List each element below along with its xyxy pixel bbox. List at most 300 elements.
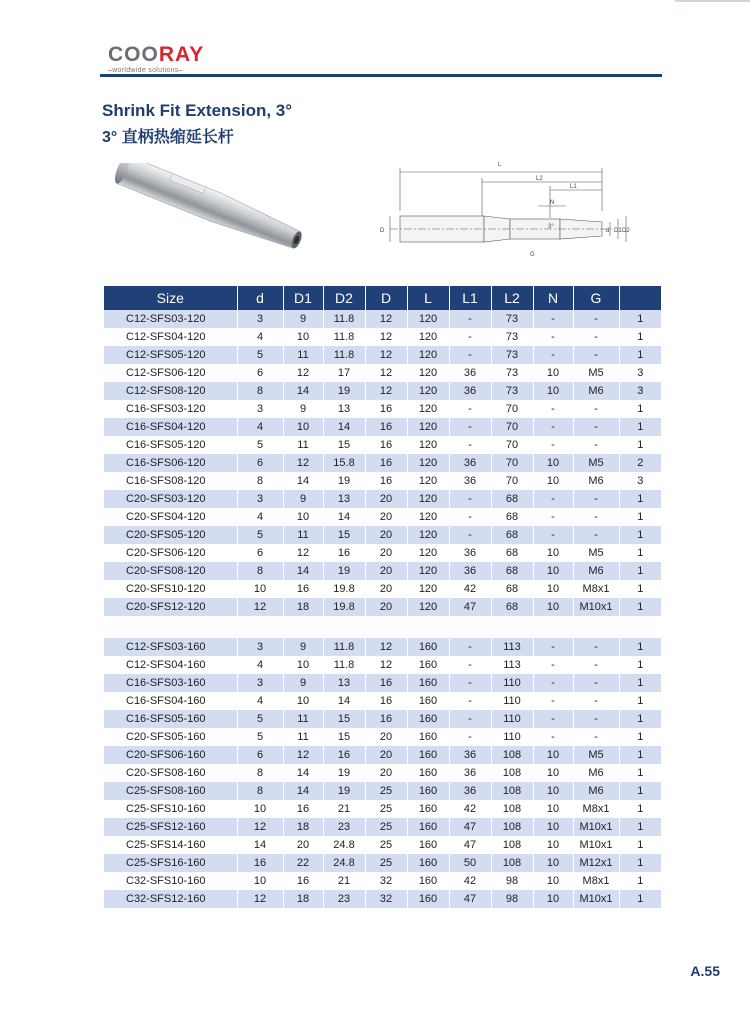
value-cell: 1 xyxy=(637,803,644,815)
table-row xyxy=(104,710,661,728)
value-cell: 108 xyxy=(491,764,533,782)
value-cell: 22 xyxy=(283,854,323,872)
brand-tagline: worldwide solutions xyxy=(112,67,179,74)
value-cell: 9 xyxy=(283,638,323,656)
value-cell: 12 xyxy=(365,656,407,674)
column-header: G xyxy=(573,286,619,310)
table-row xyxy=(104,508,661,526)
value-cell: 160 xyxy=(407,890,449,908)
value-cell: 120 xyxy=(407,562,449,580)
value-cell: 14 xyxy=(283,472,323,490)
value-cell: 16 xyxy=(365,400,407,418)
value-cell: M6 xyxy=(573,782,619,800)
product-photo xyxy=(108,163,314,253)
value-cell: 11 xyxy=(283,526,323,544)
value-cell: 18 xyxy=(283,818,323,836)
value-cell: 24.8 xyxy=(323,836,365,854)
value-cell: M5 xyxy=(573,544,619,562)
value-cell: 3 xyxy=(637,367,644,379)
value-cell: 1 xyxy=(619,562,661,580)
value-cell: 108 xyxy=(491,854,533,872)
value-cell: 23 xyxy=(323,818,365,836)
gap-cell xyxy=(104,616,661,638)
brand-name-part2: RAY xyxy=(158,43,205,66)
size-cell: C25-SFS10-160 xyxy=(104,800,237,818)
value-cell: 18 xyxy=(283,598,323,616)
value-cell: 16 xyxy=(283,580,323,598)
value-cell: 120 xyxy=(407,436,449,454)
value-cell: 11.8 xyxy=(323,346,365,364)
value-cell: 4 xyxy=(237,508,283,526)
value-cell: 68 xyxy=(491,490,533,508)
value-cell: 120 xyxy=(407,364,449,382)
value-cell: 20 xyxy=(365,580,407,598)
value-cell: 16 xyxy=(365,692,407,710)
value-cell: - xyxy=(573,418,619,436)
value-cell: 3 xyxy=(237,490,283,508)
value-cell: 15.8 xyxy=(323,454,365,472)
value-cell: - xyxy=(533,710,573,728)
value-cell: 10 xyxy=(533,764,573,782)
size-cell: C12-SFS06-120 xyxy=(104,364,237,382)
value-cell: 6 xyxy=(237,544,283,562)
value-cell: 10 xyxy=(283,508,323,526)
value-cell: 98 xyxy=(491,872,533,890)
table-row xyxy=(104,544,661,562)
value-cell: - xyxy=(533,418,573,436)
value-cell: 8 xyxy=(237,782,283,800)
value-cell: 16 xyxy=(365,472,407,490)
size-cell: C12-SFS04-160 xyxy=(104,656,237,674)
value-cell: 70 xyxy=(491,418,533,436)
value-cell: 73 xyxy=(491,328,533,346)
value-cell: 14 xyxy=(283,764,323,782)
value-cell: 73 xyxy=(491,346,533,364)
value-cell: 36 xyxy=(449,382,491,400)
value-cell: 70 xyxy=(491,472,533,490)
value-cell: 9 xyxy=(283,674,323,692)
value-cell: 15 xyxy=(323,526,365,544)
value-cell: 16 xyxy=(283,800,323,818)
value-cell: 14 xyxy=(283,382,323,400)
value-cell: 16 xyxy=(283,872,323,890)
value-cell: M5 xyxy=(573,364,619,382)
table-row xyxy=(104,854,661,872)
size-cell: C20-SFS06-160 xyxy=(104,746,237,764)
value-cell: M6 xyxy=(573,382,619,400)
column-header: Size xyxy=(104,286,237,310)
value-cell: 13 xyxy=(323,674,365,692)
value-cell: - xyxy=(573,656,619,674)
table-row xyxy=(104,436,661,454)
value-cell: 70 xyxy=(491,400,533,418)
value-cell: - xyxy=(533,526,573,544)
value-cell: 10 xyxy=(533,580,573,598)
value-cell: 5 xyxy=(237,728,283,746)
value-cell: - xyxy=(449,710,491,728)
size-cell: C12-SFS03-120 xyxy=(104,310,237,328)
value-cell: 73 xyxy=(491,382,533,400)
table-row xyxy=(104,328,661,346)
value-cell: 120 xyxy=(407,544,449,562)
value-cell: 36 xyxy=(449,746,491,764)
dim-label-angle: 3° xyxy=(548,224,554,230)
value-cell: 10 xyxy=(533,836,573,854)
value-cell: 120 xyxy=(407,454,449,472)
value-cell: 108 xyxy=(491,800,533,818)
value-cell: 16 xyxy=(365,436,407,454)
value-cell: 70 xyxy=(491,454,533,472)
value-cell: 1 xyxy=(619,710,661,728)
value-cell: 16 xyxy=(323,544,365,562)
dim-label-L: L xyxy=(498,162,502,168)
value-cell: 1 xyxy=(619,746,661,764)
value-cell: 1 xyxy=(637,331,644,343)
value-cell: 12 xyxy=(237,598,283,616)
value-cell: 108 xyxy=(491,746,533,764)
value-cell: M10x1 xyxy=(573,818,619,836)
value-cell: - xyxy=(533,328,573,346)
table-row xyxy=(104,490,661,508)
value-cell: 8 xyxy=(237,382,283,400)
dim-label-D1: D1 xyxy=(614,228,622,234)
column-header: L2 xyxy=(491,286,533,310)
table-section-gap xyxy=(104,616,661,638)
table-header-row xyxy=(104,286,661,310)
size-cell: C16-SFS05-120 xyxy=(104,436,237,454)
value-cell: 12 xyxy=(365,310,407,328)
value-cell: 4 xyxy=(237,692,283,710)
value-cell: 1 xyxy=(637,439,644,451)
size-cell: C16-SFS04-120 xyxy=(104,418,237,436)
column-header xyxy=(619,286,661,310)
table-row xyxy=(104,364,661,382)
value-cell: 12 xyxy=(237,818,283,836)
dim-label-N: N xyxy=(550,200,555,206)
value-cell: 1 xyxy=(619,598,661,616)
value-cell: 20 xyxy=(365,562,407,580)
value-cell: 160 xyxy=(407,854,449,872)
value-cell: 19 xyxy=(323,764,365,782)
table-row xyxy=(104,598,661,616)
value-cell: 20 xyxy=(365,526,407,544)
value-cell: 25 xyxy=(365,818,407,836)
value-cell: - xyxy=(533,692,573,710)
value-cell: - xyxy=(449,436,491,454)
value-cell: 1 xyxy=(619,782,661,800)
value-cell: 25 xyxy=(365,800,407,818)
value-cell: 6 xyxy=(237,746,283,764)
value-cell: 19 xyxy=(323,562,365,580)
value-cell: - xyxy=(449,400,491,418)
value-cell: 10 xyxy=(283,328,323,346)
value-cell: 1 xyxy=(619,418,661,436)
value-cell: 1 xyxy=(637,511,644,523)
value-cell: 1 xyxy=(619,854,661,872)
value-cell: - xyxy=(449,728,491,746)
page-title: Shrink Fit Extension, 3° xyxy=(102,101,293,120)
value-cell: 6 xyxy=(237,364,283,382)
value-cell: 68 xyxy=(491,562,533,580)
page-title-chinese: 3° 直柄热缩延长杆 xyxy=(102,129,234,146)
value-cell: 110 xyxy=(491,674,533,692)
table-row xyxy=(104,562,661,580)
value-cell: 11 xyxy=(283,346,323,364)
value-cell: 120 xyxy=(407,472,449,490)
value-cell: 1 xyxy=(637,875,644,887)
value-cell: 1 xyxy=(637,659,644,671)
size-cell: C16-SFS05-160 xyxy=(104,710,237,728)
dim-label-D: D xyxy=(380,228,385,234)
value-cell: 12 xyxy=(283,544,323,562)
value-cell: 1 xyxy=(619,526,661,544)
value-cell: M5 xyxy=(573,454,619,472)
size-cell: C20-SFS12-120 xyxy=(104,598,237,616)
column-header: N xyxy=(533,286,573,310)
value-cell: 18 xyxy=(283,890,323,908)
value-cell: 23 xyxy=(323,890,365,908)
value-cell: 19 xyxy=(323,382,365,400)
value-cell: 68 xyxy=(491,526,533,544)
value-cell: 1 xyxy=(619,346,661,364)
value-cell: M8x1 xyxy=(573,800,619,818)
value-cell: 120 xyxy=(407,490,449,508)
value-cell: 160 xyxy=(407,692,449,710)
size-cell: C12-SFS04-120 xyxy=(104,328,237,346)
value-cell: 5 xyxy=(237,436,283,454)
value-cell: 73 xyxy=(491,364,533,382)
value-cell: 20 xyxy=(365,764,407,782)
value-cell: 10 xyxy=(533,364,573,382)
value-cell: M8x1 xyxy=(573,872,619,890)
value-cell: - xyxy=(449,310,491,328)
value-cell: 21 xyxy=(323,800,365,818)
value-cell: 20 xyxy=(365,746,407,764)
value-cell: 19 xyxy=(323,472,365,490)
value-cell: 42 xyxy=(449,872,491,890)
value-cell: 10 xyxy=(533,800,573,818)
table-row xyxy=(104,418,661,436)
size-cell: C32-SFS12-160 xyxy=(104,890,237,908)
value-cell: 10 xyxy=(533,544,573,562)
value-cell: 36 xyxy=(449,454,491,472)
value-cell: 11.8 xyxy=(323,310,365,328)
value-cell: 1 xyxy=(637,839,644,851)
value-cell: 160 xyxy=(407,638,449,656)
table-row xyxy=(104,692,661,710)
value-cell: 120 xyxy=(407,526,449,544)
table-row xyxy=(104,310,661,328)
value-cell: - xyxy=(533,638,573,656)
dim-label-G: G xyxy=(530,252,535,258)
value-cell: 10 xyxy=(533,562,573,580)
value-cell: 1 xyxy=(637,403,644,415)
value-cell: 16 xyxy=(365,454,407,472)
value-cell: 120 xyxy=(407,382,449,400)
value-cell: 5 xyxy=(237,710,283,728)
value-cell: - xyxy=(573,436,619,454)
value-cell: 120 xyxy=(407,346,449,364)
value-cell: 1 xyxy=(619,638,661,656)
value-cell: - xyxy=(449,490,491,508)
value-cell: 120 xyxy=(407,400,449,418)
value-cell: 4 xyxy=(237,418,283,436)
value-cell: - xyxy=(533,508,573,526)
value-cell: 5 xyxy=(237,346,283,364)
brand-logo: COORAY –worldwide solutions– xyxy=(108,43,205,74)
value-cell: M5 xyxy=(573,746,619,764)
column-header: L1 xyxy=(449,286,491,310)
value-cell: 160 xyxy=(407,656,449,674)
column-header: D xyxy=(365,286,407,310)
size-cell: C16-SFS03-120 xyxy=(104,400,237,418)
value-cell: 42 xyxy=(449,580,491,598)
value-cell: 1 xyxy=(637,767,644,779)
value-cell: 20 xyxy=(365,508,407,526)
value-cell: 98 xyxy=(491,890,533,908)
value-cell: 20 xyxy=(365,728,407,746)
value-cell: 12 xyxy=(365,382,407,400)
table-row xyxy=(104,400,661,418)
value-cell: 14 xyxy=(283,782,323,800)
value-cell: 15 xyxy=(323,728,365,746)
value-cell: - xyxy=(573,346,619,364)
value-cell: 113 xyxy=(491,656,533,674)
value-cell: 10 xyxy=(533,854,573,872)
value-cell: - xyxy=(573,508,619,526)
value-cell: 16 xyxy=(365,710,407,728)
value-cell: 16 xyxy=(365,418,407,436)
size-cell: C20-SFS04-120 xyxy=(104,508,237,526)
value-cell: 13 xyxy=(323,490,365,508)
value-cell: 5 xyxy=(237,526,283,544)
value-cell: M10x1 xyxy=(573,836,619,854)
value-cell: 19.8 xyxy=(323,580,365,598)
size-cell: C25-SFS14-160 xyxy=(104,836,237,854)
table-row xyxy=(104,580,661,598)
value-cell: 20 xyxy=(283,836,323,854)
size-cell: C12-SFS08-120 xyxy=(104,382,237,400)
dim-label-L1: L1 xyxy=(570,184,577,190)
value-cell: 120 xyxy=(407,418,449,436)
value-cell: 1 xyxy=(619,674,661,692)
value-cell: 68 xyxy=(491,544,533,562)
table-row xyxy=(104,836,661,854)
value-cell: - xyxy=(573,310,619,328)
value-cell: 20 xyxy=(365,598,407,616)
value-cell: 17 xyxy=(323,364,365,382)
value-cell: 10 xyxy=(533,818,573,836)
size-cell: C25-SFS16-160 xyxy=(104,854,237,872)
value-cell: 1 xyxy=(637,583,644,595)
value-cell: - xyxy=(573,490,619,508)
value-cell: 120 xyxy=(407,328,449,346)
value-cell: 47 xyxy=(449,598,491,616)
table-row xyxy=(104,890,661,908)
value-cell: - xyxy=(573,526,619,544)
value-cell: 42 xyxy=(449,800,491,818)
value-cell: 3 xyxy=(637,475,644,487)
value-cell: 36 xyxy=(449,472,491,490)
value-cell: 160 xyxy=(407,782,449,800)
spec-table xyxy=(104,286,661,908)
value-cell: 108 xyxy=(491,818,533,836)
value-cell: 3 xyxy=(619,382,661,400)
value-cell: 32 xyxy=(365,872,407,890)
dim-label-L2: L2 xyxy=(536,176,543,182)
value-cell: 8 xyxy=(237,764,283,782)
value-cell: 1 xyxy=(619,490,661,508)
value-cell: 1 xyxy=(619,890,661,908)
table-row xyxy=(104,656,661,674)
value-cell: - xyxy=(573,328,619,346)
value-cell: 15 xyxy=(323,710,365,728)
size-cell: C20-SFS06-120 xyxy=(104,544,237,562)
table-row xyxy=(104,346,661,364)
value-cell: - xyxy=(533,728,573,746)
value-cell: 160 xyxy=(407,710,449,728)
size-cell: C12-SFS03-160 xyxy=(104,638,237,656)
table-row xyxy=(104,728,661,746)
value-cell: 10 xyxy=(533,890,573,908)
value-cell: 9 xyxy=(283,400,323,418)
value-cell: - xyxy=(449,656,491,674)
value-cell: 10 xyxy=(533,746,573,764)
dim-label-d: d xyxy=(606,228,610,234)
value-cell: M12x1 xyxy=(573,854,619,872)
value-cell: 50 xyxy=(449,854,491,872)
value-cell: 16 xyxy=(365,674,407,692)
column-header: d xyxy=(237,286,283,310)
value-cell: - xyxy=(573,728,619,746)
value-cell: - xyxy=(533,436,573,454)
value-cell: 10 xyxy=(533,382,573,400)
value-cell: 10 xyxy=(237,580,283,598)
value-cell: 4 xyxy=(237,656,283,674)
value-cell: 36 xyxy=(449,364,491,382)
value-cell: 160 xyxy=(407,674,449,692)
value-cell: - xyxy=(449,692,491,710)
table-row xyxy=(104,872,661,890)
value-cell: - xyxy=(533,674,573,692)
value-cell: M6 xyxy=(573,562,619,580)
header-divider xyxy=(100,74,662,77)
value-cell: 3 xyxy=(237,638,283,656)
value-cell: - xyxy=(449,526,491,544)
value-cell: M6 xyxy=(573,472,619,490)
table-row xyxy=(104,526,661,544)
value-cell: 19.8 xyxy=(323,598,365,616)
value-cell: 68 xyxy=(491,580,533,598)
value-cell: 15 xyxy=(323,436,365,454)
size-cell: C20-SFS08-160 xyxy=(104,764,237,782)
table-row xyxy=(104,746,661,764)
value-cell: - xyxy=(449,346,491,364)
table-row xyxy=(104,674,661,692)
value-cell: 10 xyxy=(533,472,573,490)
table-row xyxy=(104,472,661,490)
size-cell: C20-SFS08-120 xyxy=(104,562,237,580)
value-cell: 11 xyxy=(283,710,323,728)
value-cell: - xyxy=(573,400,619,418)
value-cell: 11.8 xyxy=(323,638,365,656)
size-cell: C16-SFS04-160 xyxy=(104,692,237,710)
value-cell: 110 xyxy=(491,710,533,728)
value-cell: M10x1 xyxy=(573,598,619,616)
value-cell: 9 xyxy=(283,310,323,328)
value-cell: 47 xyxy=(449,818,491,836)
value-cell: 36 xyxy=(449,562,491,580)
